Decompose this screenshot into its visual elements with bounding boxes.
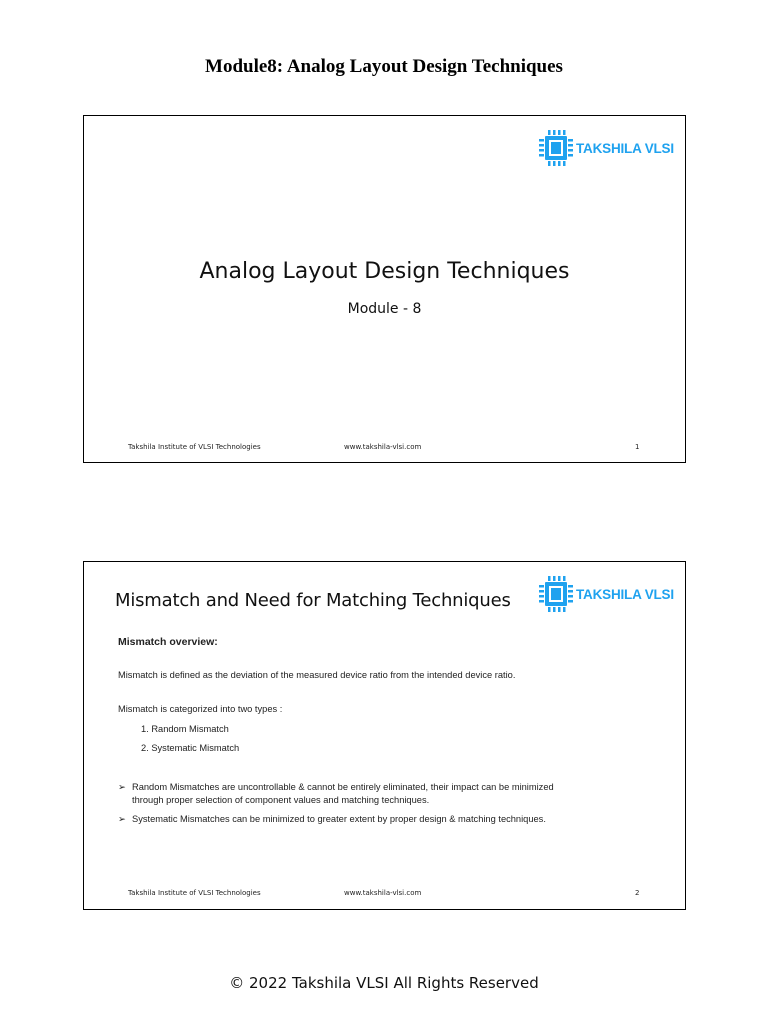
slide-1: [83, 115, 686, 463]
page-number: 1: [635, 443, 640, 451]
takshila-logo: [538, 128, 674, 168]
bullet-continuation: through proper selection of component values and matching techniques.: [132, 795, 430, 805]
list-item: 2. Systematic Mismatch: [141, 743, 240, 753]
list-item: 1. Random Mismatch: [141, 724, 229, 734]
chip-icon: [538, 128, 574, 168]
copyright-notice: © 2022 Takshila VLSI All Rights Reserved: [229, 974, 539, 992]
logo-text: TAKSHILA VLSI: [576, 140, 674, 156]
slide-subtitle: Module - 8: [347, 301, 422, 317]
arrow-bullet-icon: ➢: [118, 814, 126, 824]
arrow-bullet-icon: ➢: [118, 782, 126, 792]
slide-2: [83, 561, 686, 910]
bullet-text: Random Mismatches are uncontrollable & cannot be entirely eliminated, their impact can be minimized: [132, 782, 554, 792]
slide-title: Analog Layout Design Techniques: [199, 259, 570, 284]
takshila-logo: [538, 574, 674, 614]
logo-text: TAKSHILA VLSI: [576, 586, 674, 602]
bullet-item: [118, 814, 546, 825]
bullet-item: [118, 782, 554, 793]
footer-url: www.takshila-vlsi.com: [344, 443, 422, 451]
document-header: Module8: Analog Layout Design Techniques: [205, 56, 563, 77]
definition-text: Mismatch is defined as the deviation of the measured device ratio from the intended device ratio.: [118, 670, 516, 680]
bullet-text: Systematic Mismatches can be minimized to greater extent by proper design & matching techniques.: [132, 814, 546, 824]
footer-institute: Takshila Institute of VLSI Technologies: [128, 889, 261, 897]
page-number: 2: [635, 889, 640, 897]
section-heading: Mismatch overview:: [118, 636, 218, 648]
chip-icon: [538, 574, 574, 614]
footer-institute: Takshila Institute of VLSI Technologies: [128, 443, 261, 451]
slide-title: Mismatch and Need for Matching Techniques: [115, 590, 511, 611]
categorized-text: Mismatch is categorized into two types :: [118, 704, 283, 714]
footer-url: www.takshila-vlsi.com: [344, 889, 422, 897]
